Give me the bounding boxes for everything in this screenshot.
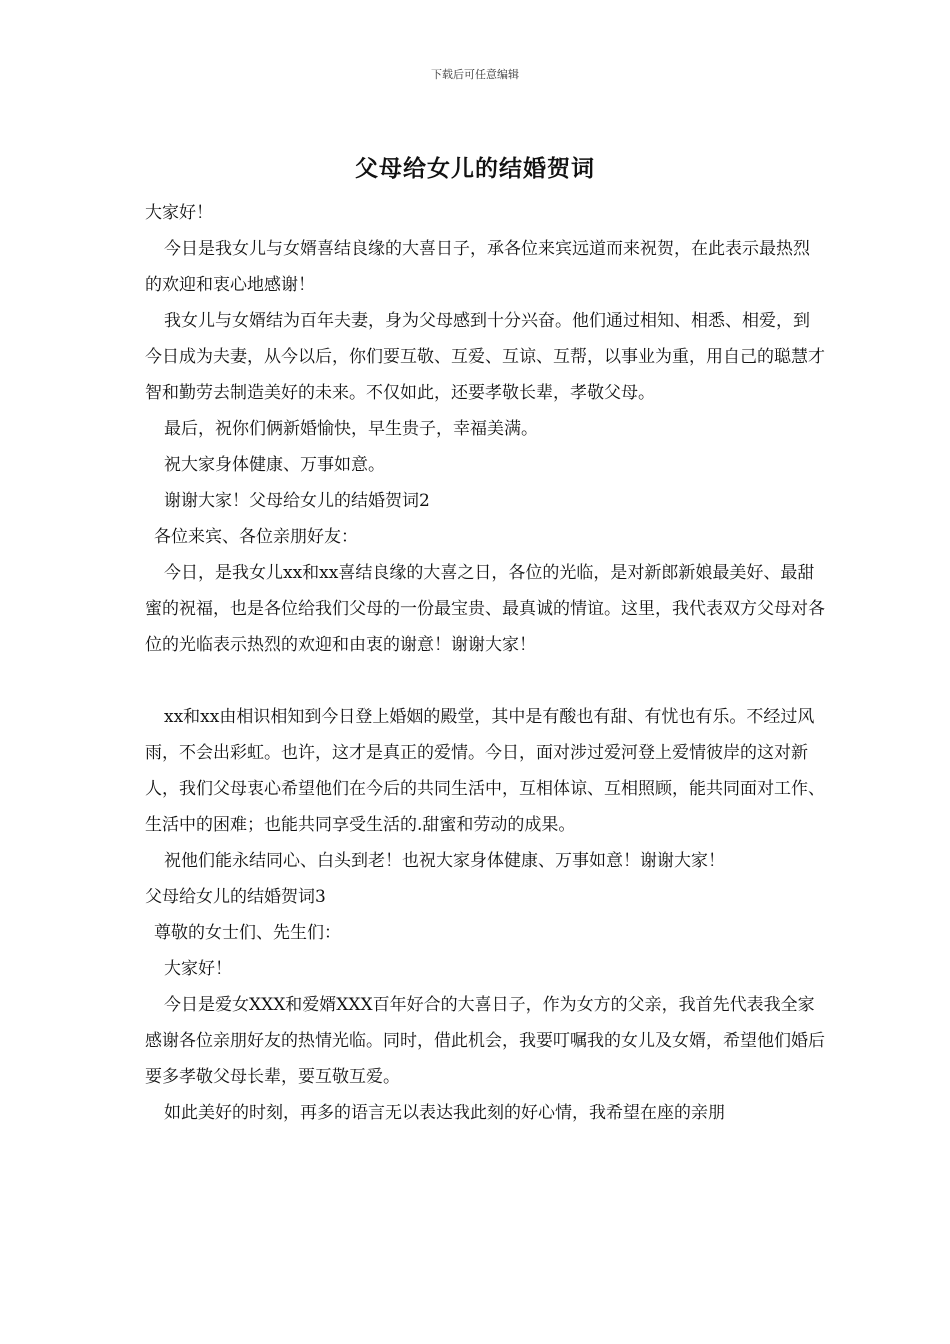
paragraph: 祝大家身体健康、万事如意。 xyxy=(164,455,385,475)
paragraph: 谢谢大家！父母给女儿的结婚贺词2 xyxy=(164,491,430,511)
blank-line xyxy=(145,663,825,699)
paragraph: 尊敬的女士们、先生们： xyxy=(154,923,341,943)
paragraph: 大家好！ xyxy=(164,959,232,979)
paragraph: 今日，是我女儿xx和xx喜结良缘的大喜之日，各位的光临，是对新郎新娘最美好、最甜蜜的祝福，也是各位给我们父母的一份最宝贵、最真诚的情谊。这里，我代表双方父母对各位的光临表示热烈的欢迎和由衷的谢意！谢谢大家！ xyxy=(145,563,825,655)
paragraph: 我女儿与女婿结为百年夫妻，身为父母感到十分兴奋。他们通过相知、相悉、相爱，到今日成为夫妻，从今以后，你们要互敬、互爱、互谅、互帮，以事业为重，用自己的聪慧才智和勤劳去制造美好的未来。不仅如此，还要孝敬长辈，孝敬父母。 xyxy=(145,311,825,403)
paragraph: 父母给女儿的结婚贺词3 xyxy=(145,887,326,907)
page-title: 父母给女儿的结婚贺词 xyxy=(355,155,595,182)
paragraph: 今日是爱女XXX和爱婿XXX百年好合的大喜日子，作为女方的父亲，我首先代表我全家感谢各位亲朋好友的热情光临。同时，借此机会，我要叮嘱我的女儿及女婿，希望他们婚后要多孝敬父母长辈，要互敬互爱。 xyxy=(145,995,825,1087)
paragraph: 大家好！ xyxy=(145,203,213,223)
document-body xyxy=(145,195,825,1131)
paragraph: 各位来宾、各位亲朋好友： xyxy=(154,527,358,547)
paragraph: 今日是我女儿与女婿喜结良缘的大喜日子，承各位来宾远道而来祝贺，在此表示最热烈的欢迎和衷心地感谢！ xyxy=(145,239,810,295)
paragraph: 如此美好的时刻，再多的语言无以表达我此刻的好心情，我希望在座的亲朋 xyxy=(164,1103,725,1123)
paragraph: 最后，祝你们俩新婚愉快，早生贵子，幸福美满。 xyxy=(164,419,538,439)
paragraph: xx和xx由相识相知到今日登上婚姻的殿堂，其中是有酸也有甜、有忧也有乐。不经过风雨，不会出彩虹。也许，这才是真正的爱情。今日，面对涉过爱河登上爱情彼岸的这对新人，我们父母衷心希望他们在今后的共同生活中，互相体谅、互相照顾，能共同面对工作、生活中的困难；也能共同享受生活的.甜蜜和劳动的成果。 xyxy=(145,707,825,835)
header-note: 下载后可任意编辑 xyxy=(431,68,519,81)
paragraph: 祝他们能永结同心、白头到老！也祝大家身体健康、万事如意！谢谢大家！ xyxy=(164,851,725,871)
